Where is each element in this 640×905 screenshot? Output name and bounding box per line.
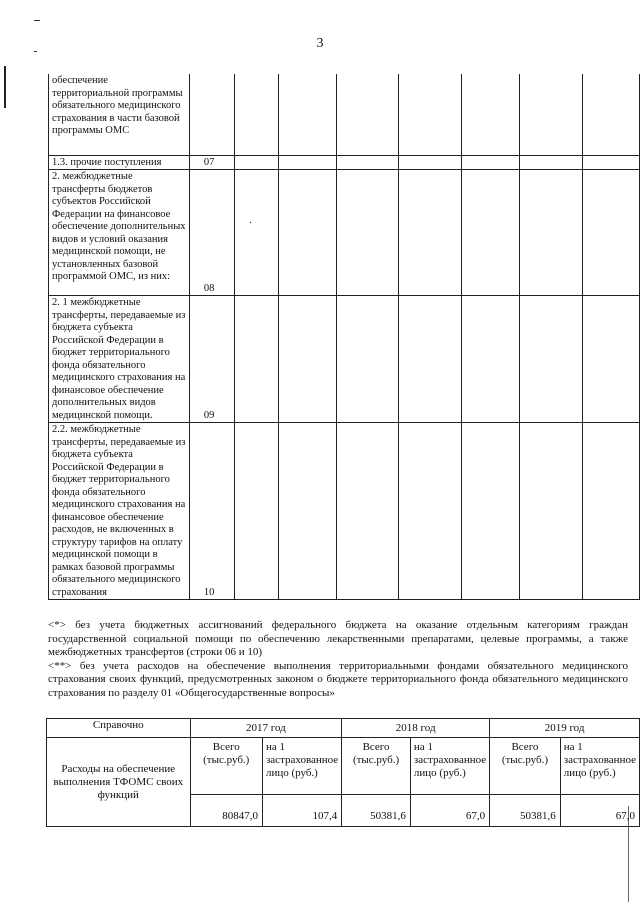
value-2018-per-person: 67,0	[410, 795, 489, 827]
col-total: Всего (тыс.руб.)	[190, 738, 262, 795]
data-cell	[583, 423, 640, 600]
data-cell	[462, 296, 520, 423]
data-cell	[234, 296, 278, 423]
data-cell	[583, 170, 640, 296]
data-cell	[399, 296, 462, 423]
scan-mark	[34, 51, 37, 52]
value-2019-per-person: 67,0	[560, 795, 639, 827]
value-2017-total: 80847,0	[190, 795, 262, 827]
page-number: 3	[316, 36, 324, 51]
col-per-person: на 1 застрахованное лицо (руб.)	[262, 738, 341, 795]
data-cell	[336, 423, 398, 600]
col-total: Всего (тыс.руб.)	[342, 738, 411, 795]
reference-subheader-row	[47, 738, 640, 795]
row-code: 09	[189, 296, 234, 423]
row-code: 08	[189, 170, 234, 296]
data-cell	[399, 155, 462, 170]
main-table	[48, 74, 640, 600]
data-cell	[462, 155, 520, 170]
row-label: обеспечение территориальной программы обязательного медицинского страхования в части базовой программы ОМС	[49, 74, 190, 155]
data-cell	[279, 423, 337, 600]
footnotes	[48, 619, 628, 700]
year-header-2018: 2018 год	[342, 719, 490, 738]
data-cell	[583, 74, 640, 155]
data-cell	[399, 423, 462, 600]
data-cell	[279, 296, 337, 423]
row-code: 10	[189, 423, 234, 600]
footnote-2: <**> без учета расходов на обеспечение выполнения территориальными фондами обязательного медицинского страхования своих функций, предусмотренных законом о бюджете территориального фонда обязательного медицинского страхования по разделу 01 «Общегосударственные вопросы»	[48, 659, 628, 699]
data-cell	[520, 155, 583, 170]
year-header-2019: 2019 год	[490, 719, 640, 738]
margin-binding-line	[4, 66, 6, 108]
data-cell	[234, 74, 278, 155]
value-2018-total: 50381,6	[342, 795, 411, 827]
footnote-1: <*> без учета бюджетных ассигнований федерального бюджета на оказание отдельным категориям граждан государственной социальной помощи по обеспечению лекарственными препаратами, целевые программы, а также межбюджетных трансфертов (строки 06 и 10)	[48, 619, 628, 658]
row-code	[189, 74, 234, 155]
data-cell	[520, 423, 583, 600]
col-per-person: на 1 застрахованное лицо (руб.)	[410, 738, 489, 795]
data-cell	[279, 170, 337, 296]
value-2019-total: 50381,6	[490, 795, 561, 827]
data-cell	[336, 296, 398, 423]
data-cell	[520, 74, 583, 155]
reference-title: Справочно	[47, 719, 191, 738]
data-cell	[520, 170, 583, 296]
data-cell	[583, 296, 640, 423]
row-label: 2. межбюджетные трансферты бюджетов субъектов Российской Федерации на финансовое обеспечение дополнительных видов и условий оказания медицинской помощи, не установленных базовой программой ОМС, из них:	[49, 170, 190, 296]
data-cell	[462, 423, 520, 600]
row-code: 07	[189, 155, 234, 170]
data-cell	[336, 170, 398, 296]
col-total: Всего (тыс.руб.)	[490, 738, 561, 795]
data-cell	[234, 423, 278, 600]
data-cell	[462, 74, 520, 155]
data-cell	[462, 170, 520, 296]
row-label: 2. 1 межбюджетные трансферты, передаваемые из бюджета субъекта Российской Федерации в бюджет территориального фонда обязательного медицинского страхования на финансовое обеспечение дополнительных видов медицинской помощи.	[49, 296, 190, 423]
ink-dot: ·	[248, 218, 253, 229]
row-label: 2.2. межбюджетные трансферты, передаваемые из бюджета субъекта Российской Федерации в бюджет территориального фонда обязательного медицинского страхования на финансовое обеспечение расходов, не включенных в структуру тарифов на оплату медицинской помощи в рамках базовой программы обязательного медицинского страхования	[49, 423, 190, 600]
data-cell	[234, 170, 278, 296]
data-cell	[279, 155, 337, 170]
year-header-2017: 2017 год	[190, 719, 342, 738]
data-cell	[520, 296, 583, 423]
expense-row-label: Расходы на обеспечение выполнения ТФОМС своих функций	[47, 738, 191, 827]
row-label: 1.3. прочие поступления	[49, 155, 190, 170]
table-row	[49, 296, 640, 423]
data-cell	[279, 74, 337, 155]
col-per-person: на 1 застрахованное лицо (руб.)	[560, 738, 639, 795]
data-cell	[234, 155, 278, 170]
table-row	[49, 155, 640, 170]
table-row	[49, 74, 640, 155]
data-cell	[399, 170, 462, 296]
table-row	[49, 423, 640, 600]
data-cell	[399, 74, 462, 155]
data-cell	[583, 155, 640, 170]
reference-table	[46, 718, 640, 827]
data-cell	[336, 155, 398, 170]
table-row	[49, 170, 640, 296]
data-cell	[336, 74, 398, 155]
scan-mark	[34, 20, 40, 21]
reference-header-row	[47, 719, 640, 738]
value-2017-per-person: 107,4	[262, 795, 341, 827]
